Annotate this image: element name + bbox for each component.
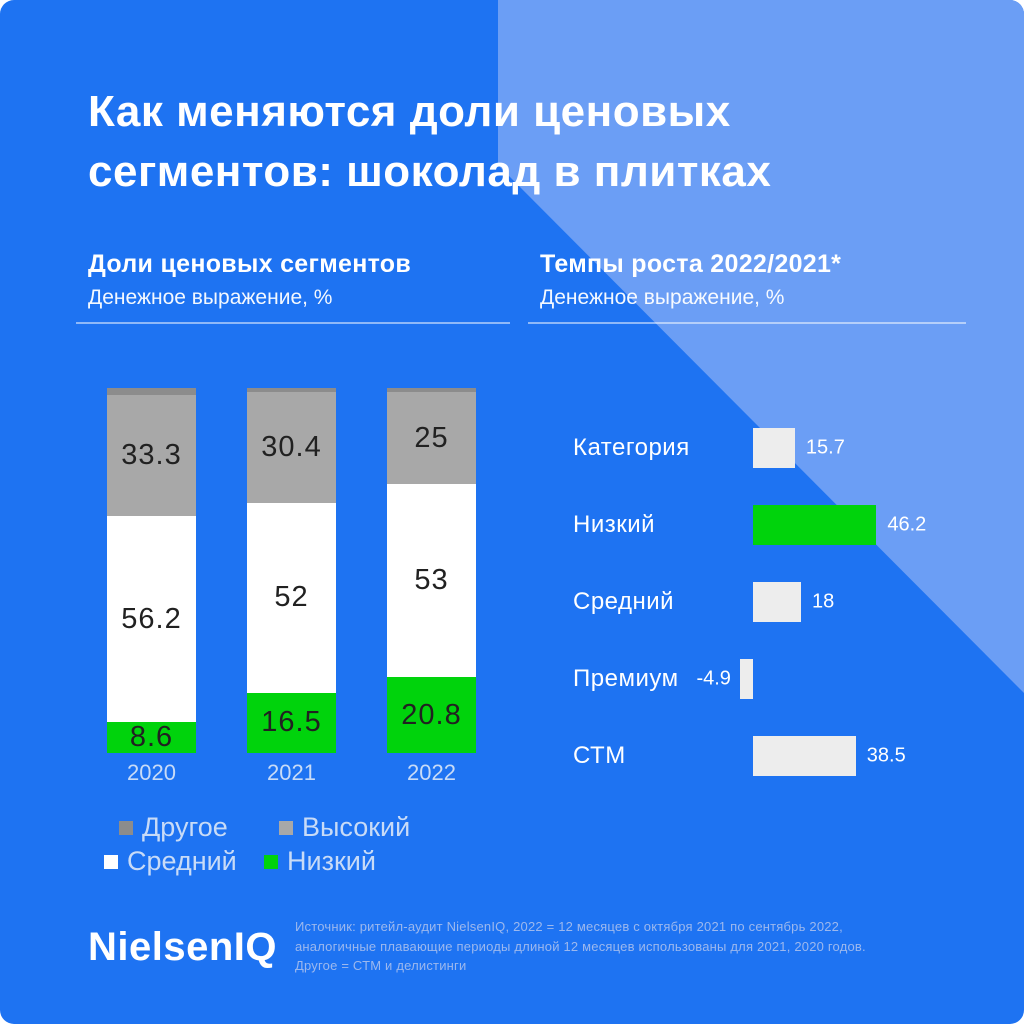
segment-Средний: 56.2: [107, 516, 196, 721]
page-title-line2: сегментов: шоколад в плитках: [88, 146, 772, 196]
legend-item-Средний: [104, 846, 264, 877]
source-note: [295, 917, 955, 976]
segment-Средний: 53: [387, 484, 476, 677]
page-title-line1: Как меняются доли ценовых: [88, 87, 731, 136]
growth-row-Премиум: [573, 640, 1013, 717]
growth-bar: [753, 582, 801, 622]
growth-row-label: Премиум: [573, 664, 679, 692]
growth-bar-zone: [753, 582, 1013, 622]
source-note-line3: Другое = СТМ и делистинги: [295, 958, 467, 973]
legend-label: Другое: [142, 812, 228, 842]
year-label-2021: 2021: [267, 760, 316, 785]
legend-swatch-icon: [119, 821, 133, 835]
growth-row-Средний: [573, 563, 1013, 640]
legend-label: Средний: [127, 846, 237, 876]
stacked-bar-2020: [107, 388, 196, 753]
year-label-2022: 2022: [407, 760, 456, 785]
segment-Другое: [107, 388, 196, 395]
stacked-bar-2021: [247, 388, 336, 753]
stacked-bar-2022: [387, 388, 476, 753]
segment-Низкий: 20.8: [387, 677, 476, 753]
legend-item-Высокий: [264, 812, 410, 843]
segment-Высокий: 25: [387, 392, 476, 483]
nielseniq-logo: NielsenIQ: [88, 925, 278, 969]
growth-row-label: Средний: [573, 587, 675, 615]
segment-Высокий: 33.3: [107, 395, 196, 517]
year-label-2020: 2020: [127, 760, 176, 785]
growth-row-Категория: [573, 409, 1013, 486]
growth-bar-zone: [696, 659, 1013, 699]
growth-bar-value: -4.9: [696, 667, 731, 689]
growth-bar: [753, 428, 795, 468]
growth-row-Низкий: [573, 486, 1013, 563]
growth-row-label: Категория: [573, 433, 690, 461]
growth-row-label: Низкий: [573, 510, 656, 538]
segment-Низкий: 8.6: [107, 722, 196, 753]
legend-item-Другое: [104, 812, 264, 843]
growth-bar: [753, 505, 876, 545]
right-chart-title: Темпы роста 2022/2021*: [540, 250, 842, 278]
source-note-line1: Источник: ритейл-аудит NielsenIQ, 2022 = 12 месяцев с октября 2021 по сентябрь 2022,: [295, 919, 843, 934]
growth-bar-value: 15.7: [805, 436, 845, 458]
left-chart-subtitle: Денежное выражение, %: [88, 286, 333, 309]
segment-Низкий: 16.5: [247, 693, 336, 753]
growth-bar-zone: [753, 736, 1013, 776]
segment-Высокий: 30.4: [247, 392, 336, 503]
growth-bar-value: 18: [812, 590, 835, 612]
growth-row-label: СТМ: [573, 741, 626, 769]
growth-bar: [753, 736, 856, 776]
source-note-line2: аналогичные плавающие периоды длиной 12 месяцев использованы для 2021, 2020 годов.: [295, 938, 866, 954]
growth-bar: [740, 659, 753, 699]
legend-swatch-icon: [264, 855, 278, 869]
growth-bar-zone: [753, 505, 1013, 545]
left-chart-title: Доли ценовых сегментов: [88, 250, 412, 278]
segment-Средний: 52: [247, 503, 336, 693]
legend-item-Низкий: [264, 846, 410, 877]
growth-bar-value: 38.5: [866, 744, 906, 766]
growth-row-СТМ: [573, 717, 1013, 794]
legend-swatch-icon: [279, 821, 293, 835]
growth-bar-chart: [573, 409, 1013, 794]
stacked-chart-legend: [104, 812, 410, 877]
growth-bar-zone: [753, 428, 1013, 468]
legend-label: Низкий: [287, 846, 376, 876]
growth-bar-value: 46.2: [887, 513, 927, 535]
legend-swatch-icon: [104, 855, 118, 869]
legend-label: Высокий: [302, 812, 411, 842]
right-chart-subtitle: Денежное выражение, %: [540, 286, 785, 309]
